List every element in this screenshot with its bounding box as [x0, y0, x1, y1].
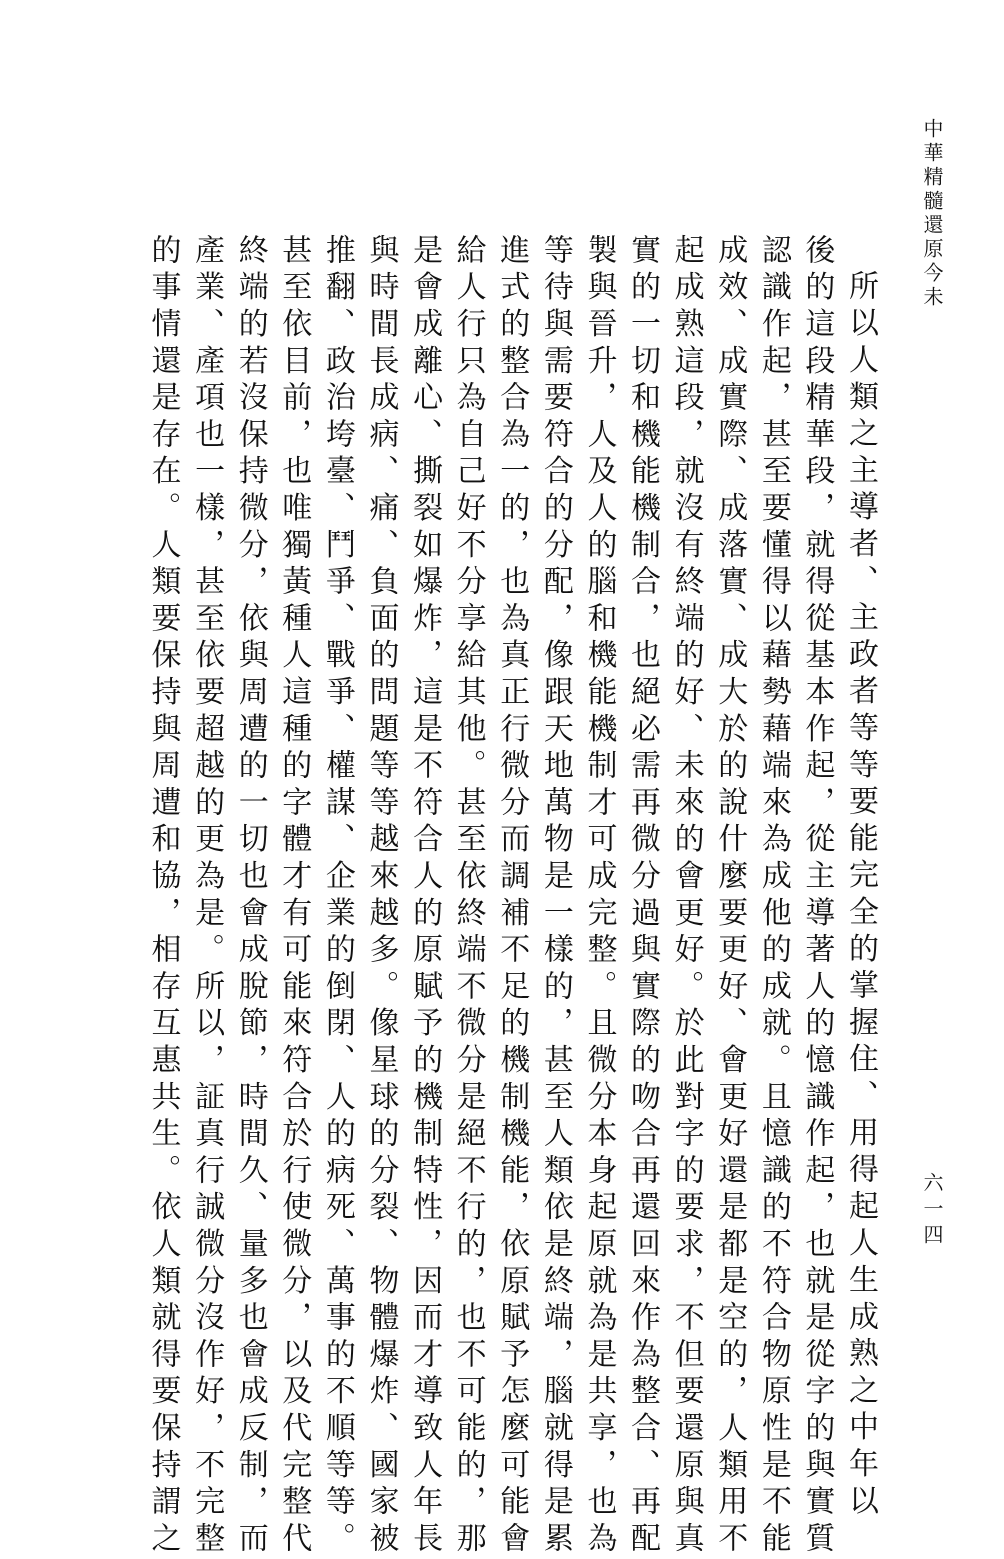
- text-column: 是會成離心、撕裂如爆炸，這是不符合人的原賦予的機制特性，因而才導致人年長: [407, 234, 443, 1559]
- text-column: 產業、產項也一樣，甚至依要超越的更為是。所以，証真行誠微分沒作好，不完整: [189, 234, 225, 1559]
- page-number: 六一四: [920, 1172, 944, 1250]
- text-column: 的事情還是存在。人類要保持與周遭和協，相存互惠共生。依人類就得要保持謂之: [145, 234, 181, 1559]
- text-column: 製與晉升，人及人的腦和機能機制才可成完整。且微分本身起原就為是共享，也為: [581, 234, 617, 1559]
- text-column: 實的一切和機能機制合，也絕必需再微分過與實際的吻合再還回來作為整合、再配: [625, 234, 661, 1559]
- text-column: 起成熟這段，就沒有終端的好、未來的會更好。於此對字的要求，不但要還原與真: [668, 234, 704, 1559]
- text-column: 甚至依目前，也唯獨黃種人這種的字體才有可能來符合於行使微分，以及代完整代: [276, 234, 312, 1559]
- body-text: [141, 234, 882, 1559]
- text-column: 成效、成實際、成落實、成大於的說什麼要更好、會更好還是都是空的，人類用不: [712, 234, 748, 1559]
- text-column: 給人行只為自己好不分享給其他。甚至依終端不微分是絕不行的，也不可能的，那: [450, 234, 486, 1559]
- running-head: 中華精髓還原今未: [920, 118, 944, 310]
- text-column: 等待與需要符合的分配，像跟天地萬物是一樣的，甚至人類依是終端，腦就得是累: [537, 234, 573, 1559]
- text-column: 後的這段精華段，就得從基本作起，從主導著人的憶識作起，也就是從字的與實質: [799, 234, 835, 1559]
- text-column: 所以人類之主導者、主政者等等要能完全的掌握住、用得起人生成熟之中年以: [843, 270, 878, 1522]
- text-column: 推翻、政治垮臺、鬥爭、戰爭、權謀、企業的倒閉、人的病死、萬事的不順等等。: [319, 234, 355, 1559]
- text-column: 終端的若沒保持微分，依與周遭的一切也會成脫節，時間久、量多也會成反制，而: [232, 234, 268, 1559]
- text-column: 進式的整合為一的，也為真正行微分而調補不足的機制機能，依原賦予怎麼可能會: [494, 234, 530, 1559]
- text-column: 認識作起，甚至要懂得以藉勢藉端來為成他的成就。且憶識的不符合物原性是不能: [755, 234, 791, 1559]
- text-column: 與時間長成病、痛、負面的問題等等越來越多。像星球的分裂、物體爆炸、國家被: [363, 234, 399, 1559]
